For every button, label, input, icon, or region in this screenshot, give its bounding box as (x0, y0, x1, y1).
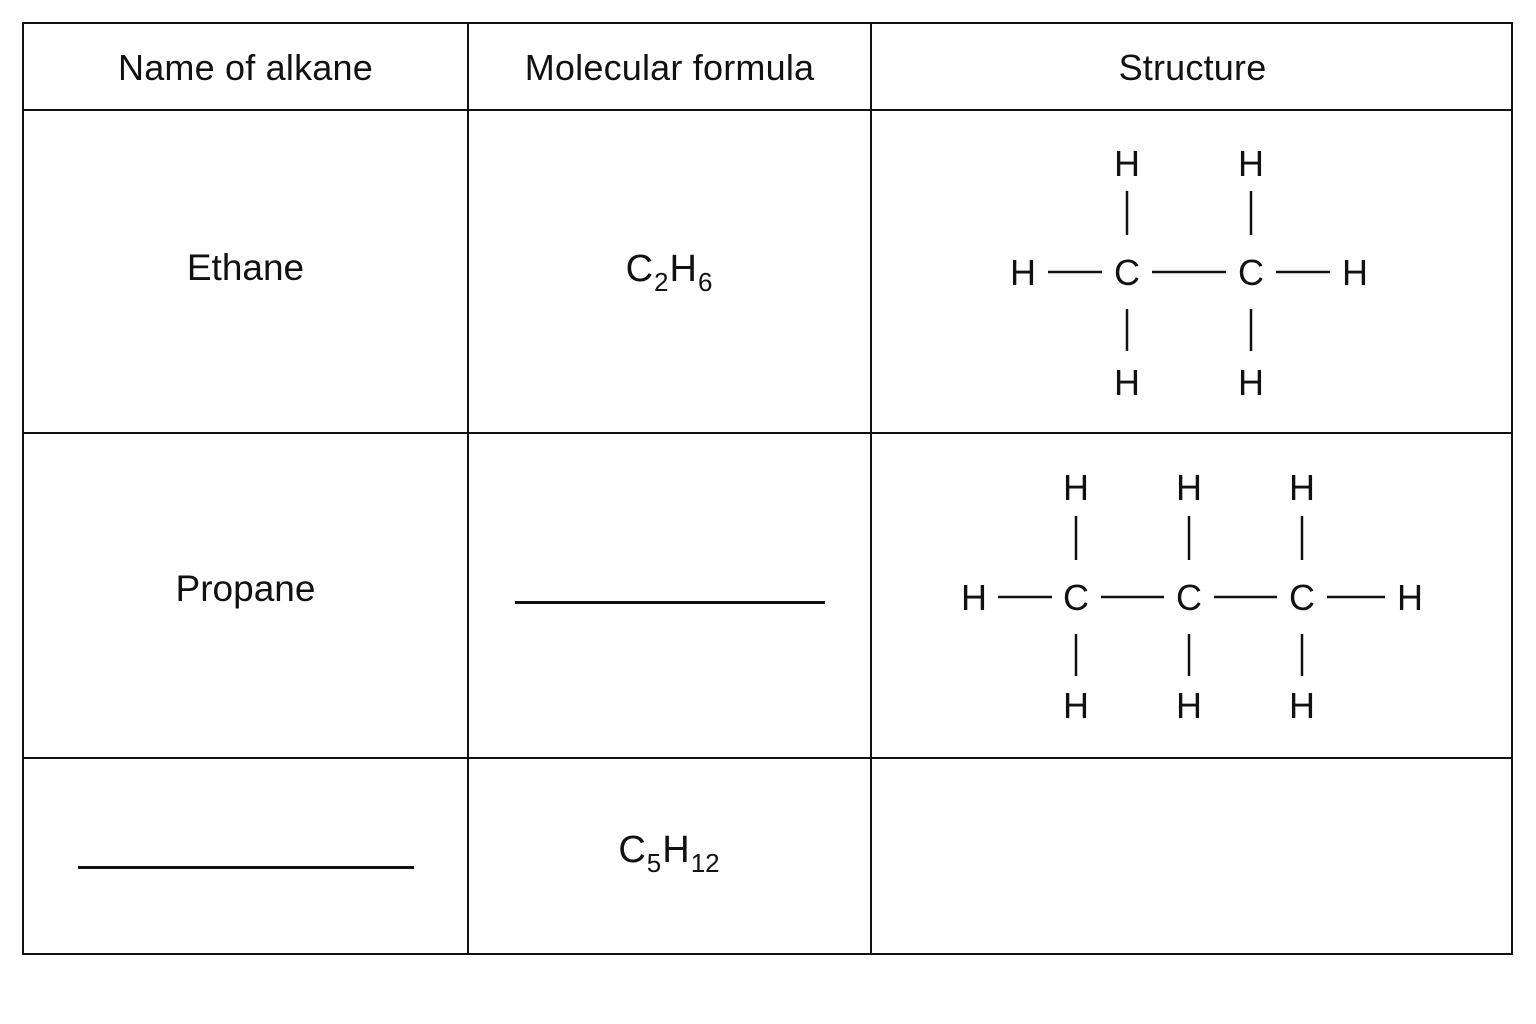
h-atom: H (1397, 577, 1423, 618)
formula-hydrogen-count: 12 (690, 847, 720, 878)
header-name-cell (24, 24, 467, 111)
row2-name: Propane (175, 567, 316, 609)
h-atom: H (961, 577, 987, 618)
h-atom: H (1289, 685, 1315, 726)
h-atom: H (1342, 252, 1368, 293)
h-atom: H (1114, 143, 1140, 184)
alkane-table (22, 22, 1513, 955)
formula-carbon-count: 2 (654, 267, 669, 297)
row2-name-cell (24, 434, 467, 757)
row3-formula (618, 828, 720, 878)
c-atom: C (1289, 577, 1315, 618)
row1-name: Ethane (186, 246, 305, 288)
h-atom: H (1114, 362, 1140, 403)
row1-formula (625, 248, 714, 297)
row1-name-cell (24, 111, 467, 432)
h-atom: H (1176, 467, 1202, 508)
c-atom: C (1238, 252, 1264, 293)
h-atom: H (1238, 362, 1264, 403)
header-structure-cell (872, 24, 1513, 111)
formula-carbon-count: 5 (646, 847, 662, 878)
header-formula-cell (469, 24, 870, 111)
h-atom: H (1010, 252, 1036, 293)
ethane-structure-diagram (872, 111, 1513, 432)
formula-answer-blank[interactable] (515, 601, 825, 604)
row2-formula-cell (469, 434, 870, 757)
header-structure: Structure (1118, 46, 1267, 88)
h-atom: H (1063, 685, 1089, 726)
formula-hydrogen-count: 6 (697, 267, 713, 297)
c-atom: C (1114, 252, 1140, 293)
formula-carbon: C (618, 828, 646, 871)
header-formula: Molecular formula (524, 46, 815, 88)
row1-formula-cell (469, 111, 870, 432)
c-atom: C (1176, 577, 1202, 618)
header-name: Name of alkane (118, 46, 373, 88)
h-atom: H (1063, 467, 1089, 508)
row3-name-cell (24, 759, 467, 955)
h-atom: H (1289, 467, 1315, 508)
propane-structure-diagram (872, 434, 1513, 757)
row3-structure-cell[interactable] (872, 759, 1513, 955)
row3-formula-cell (469, 759, 870, 955)
h-atom: H (1238, 143, 1264, 184)
formula-hydrogen: H (669, 248, 697, 290)
row2-structure-cell (872, 434, 1513, 757)
formula-carbon: C (625, 248, 654, 290)
row1-structure-cell (872, 111, 1513, 432)
formula-hydrogen: H (662, 828, 690, 871)
c-atom: C (1063, 577, 1089, 618)
name-answer-blank[interactable] (78, 866, 414, 869)
h-atom: H (1176, 685, 1202, 726)
